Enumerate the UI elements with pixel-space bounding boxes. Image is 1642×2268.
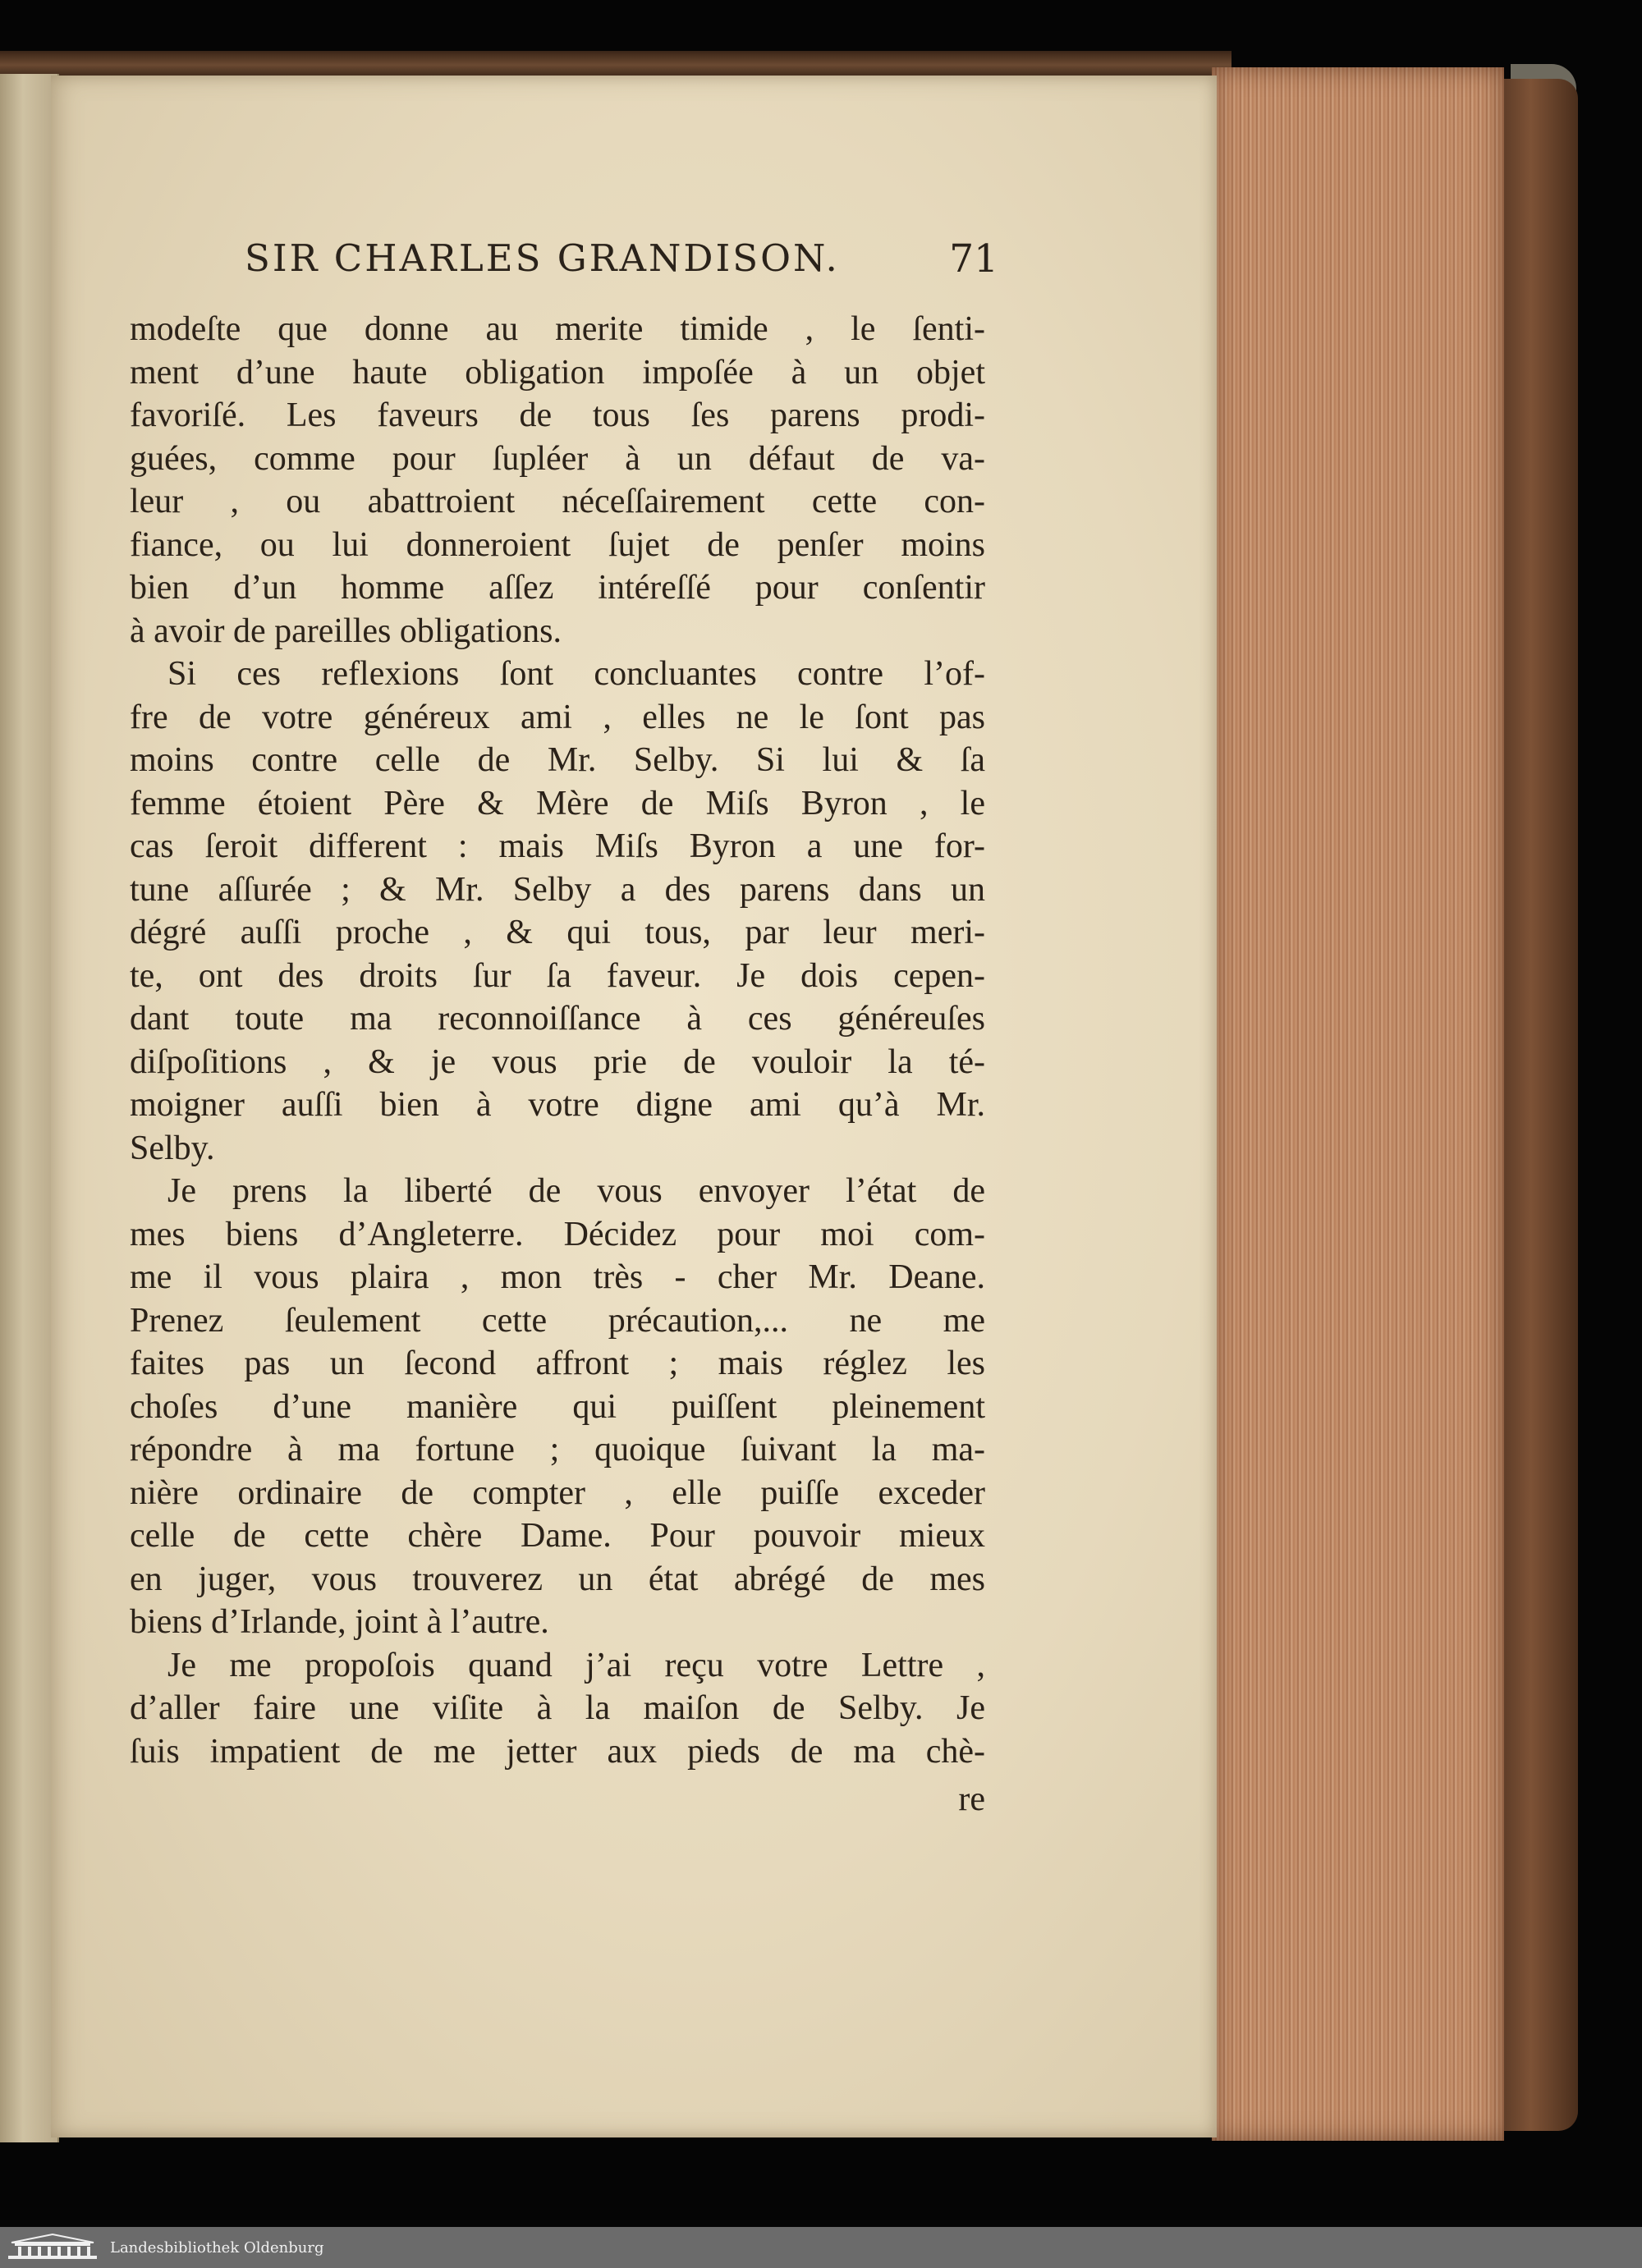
text-line: faites pas un ſecond affront ; mais réglez les — [130, 1345, 985, 1382]
book-cover-right — [1499, 79, 1578, 2131]
text-line: me il vous plaira , mon très - cher Mr. Deane. — [130, 1258, 985, 1296]
text-line: bien d’un homme aſſez intéreſſé pour conſentir — [130, 569, 985, 607]
text-line: mes biens d’Angleterre. Décidez pour moi com- — [130, 1215, 985, 1253]
text-line: diſpoſitions , & je vous prie de vouloir la té- — [130, 1042, 985, 1081]
footer-bar — [0, 2227, 1642, 2268]
text-line: en juger, vous trouverez un état abrégé de mes — [130, 1560, 985, 1598]
text-line: choſes d’une manière qui puiſſent pleinement — [130, 1387, 985, 1426]
catchword: re — [958, 1780, 985, 1818]
text-line: fiance, ou lui donneroient ſujet de penſer moins — [130, 525, 985, 564]
text-line: ment d’une haute obligation impoſée à un objet — [130, 353, 985, 392]
text-line: dant toute ma reconnoiſſance à ces généreuſes — [130, 1000, 985, 1038]
text-line: leur , ou abattroient néceſſairement cette con- — [130, 483, 985, 520]
text-line: dégré auſſi proche , & qui tous, par leur meri- — [130, 914, 985, 951]
text-line: ſuis impatient de me jetter aux pieds de ma chè- — [130, 1732, 985, 1771]
text-line: femme étoient Père & Mère de Miſs Byron , le — [130, 784, 985, 822]
text-line: nière ordinaire de compter , elle puiſſe exceder — [130, 1473, 985, 1512]
text-line: Selby. — [130, 1129, 215, 1167]
text-line: cas ſeroit different : mais Miſs Byron a une for- — [130, 827, 985, 865]
text-line: moigner auſſi bien à votre digne ami qu’à Mr. — [130, 1086, 985, 1124]
text-line: te, ont des droits ſur ſa faveur. Je dois cepen- — [130, 956, 985, 995]
text-line: moins contre celle de Mr. Selby. Si lui & ſa — [130, 741, 985, 779]
text-line: Si ces reflexions ſont concluantes contre l’of- — [167, 655, 985, 693]
library-name[interactable]: Landesbibliothek Oldenburg — [110, 2238, 324, 2257]
running-head: SIR CHARLES GRANDISON. — [245, 236, 840, 280]
text-line: d’aller faire une viſite à la maiſon de Selby. Je — [130, 1689, 985, 1727]
text-line: favoriſé. Les faveurs de tous ſes parens prodi- — [130, 396, 985, 434]
page-number: 71 — [949, 236, 998, 282]
text-line: Je me propoſois quand j’ai reçu votre Lettre , — [167, 1646, 985, 1684]
text-line: guées, comme pour ſupléer à un défaut de va- — [130, 439, 985, 478]
text-line: tune aſſurée ; & Mr. Selby a des parens dans un — [130, 870, 985, 909]
text-line: Je prens la liberté de vous envoyer l’état de — [167, 1172, 985, 1210]
signature-mark — [138, 1780, 187, 1816]
body-text — [130, 308, 985, 1773]
text-line: fre de votre généreux ami , elles ne le ſont pas — [130, 698, 985, 736]
text-line: modeſte que donne au merite timide , le ſenti- — [130, 310, 985, 348]
text-line: Prenez ſeulement cette précaution,... ne me — [130, 1301, 985, 1340]
book-fore-edge — [1212, 67, 1504, 2141]
text-line: répondre à ma fortune ; quoique ſuivant la ma- — [130, 1431, 985, 1468]
text-line: celle de cette chère Dame. Pour pouvoir mieux — [130, 1517, 985, 1555]
text-line: biens d’Irlande, joint à l’autre. — [130, 1603, 549, 1641]
library-building-icon[interactable] — [5, 2231, 100, 2264]
text-line: à avoir de pareilles obligations. — [130, 612, 562, 650]
